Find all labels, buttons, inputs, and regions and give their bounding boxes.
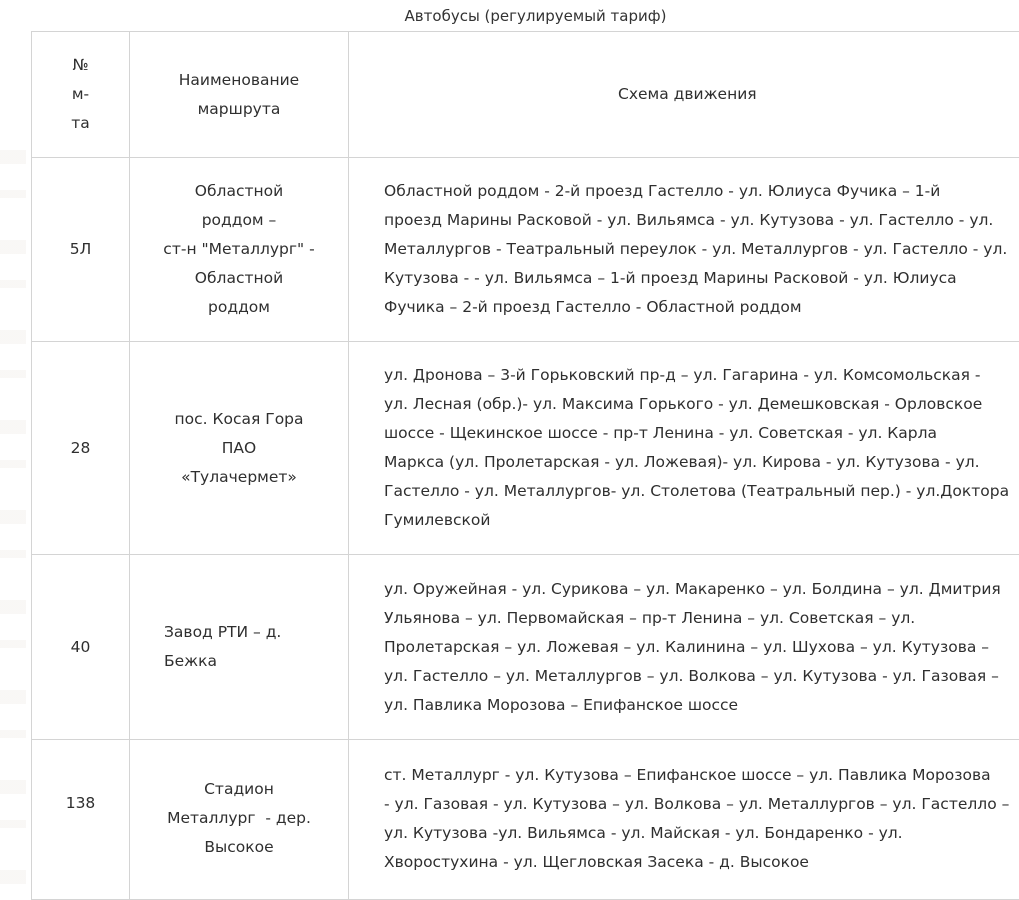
route-number: 5Л bbox=[32, 158, 130, 342]
route-number: 138 bbox=[32, 740, 130, 900]
header-name: Наименование маршрута bbox=[130, 32, 349, 158]
route-name: Стадион Металлург - дер. Высокое bbox=[130, 740, 349, 900]
route-scheme: ст. Металлург - ул. Кутузова – Епифанское шоссе – ул. Павлика Морозова - ул. Газовая - ул. Кутузова – ул. Волкова – ул. Металлургов – ул. Гастелло – ул. Кутузова -ул. Вильямса - ул. Майская - ул. Бондаренко - ул. Хворостухина - ул. Щегловская Засека - д. Высокое bbox=[349, 740, 1019, 900]
route-number: 40 bbox=[32, 555, 130, 740]
route-number: 28 bbox=[32, 342, 130, 555]
route-scheme: ул. Дронова – 3-й Горьковский пр-д – ул. Гагарина - ул. Комсомольская - ул. Лесная (обр.)- ул. Максима Горького - ул. Демешковская - Орловское шоссе - Щекинское шоссе - пр-т Ленина - ул. Советская - ул. Карла Маркса (ул. Пролетарская - ул. Ложевая)- ул. Кирова - ул. Кутузова - ул. Гастелло - ул. Металлургов- ул. Столетова (Театральный пер.) - ул.Доктора Гумилевской bbox=[349, 342, 1019, 555]
route-name: пос. Косая Гора ПАО «Тулачермет» bbox=[130, 342, 349, 555]
header-scheme: Схема движения bbox=[349, 32, 1019, 158]
table-caption: Автобусы (регулируемый тариф) bbox=[0, 7, 1019, 25]
route-name: Завод РТИ – д. Бежка bbox=[130, 555, 349, 740]
table-row bbox=[32, 342, 1019, 555]
table-row bbox=[32, 555, 1019, 740]
route-name: Областной роддом – ст-н "Металлург" - Областной роддом bbox=[130, 158, 349, 342]
route-scheme: ул. Оружейная - ул. Сурикова – ул. Макаренко – ул. Болдина – ул. Дмитрия Ульянова – ул. Первомайская – пр-т Ленина – ул. Советская – ул. Пролетарская – ул. Ложевая – ул. Калинина – ул. Шухова – ул. Кутузова – ул. Гастелло – ул. Металлургов – ул. Волкова – ул. Кутузова - ул. Газовая – ул. Павлика Морозова – Епифанское шоссе bbox=[349, 555, 1019, 740]
route-scheme: Областной роддом - 2-й проезд Гастелло - ул. Юлиуса Фучика – 1-й проезд Марины Расковой - ул. Вильямса - ул. Кутузова - ул. Гастелло - ул. Металлургов - Театральный переулок - ул. Металлургов - ул. Гастелло - ул. Кутузова - - ул. Вильямса – 1-й проезд Марины Расковой - ул. Юлиуса Фучика – 2-й проезд Гастелло - Областной роддом bbox=[349, 158, 1019, 342]
routes-table bbox=[31, 31, 1019, 900]
table-header-row bbox=[32, 32, 1019, 158]
table-row bbox=[32, 158, 1019, 342]
background-ornament bbox=[0, 150, 26, 890]
header-number: № м- та bbox=[32, 32, 130, 158]
table-row bbox=[32, 740, 1019, 900]
